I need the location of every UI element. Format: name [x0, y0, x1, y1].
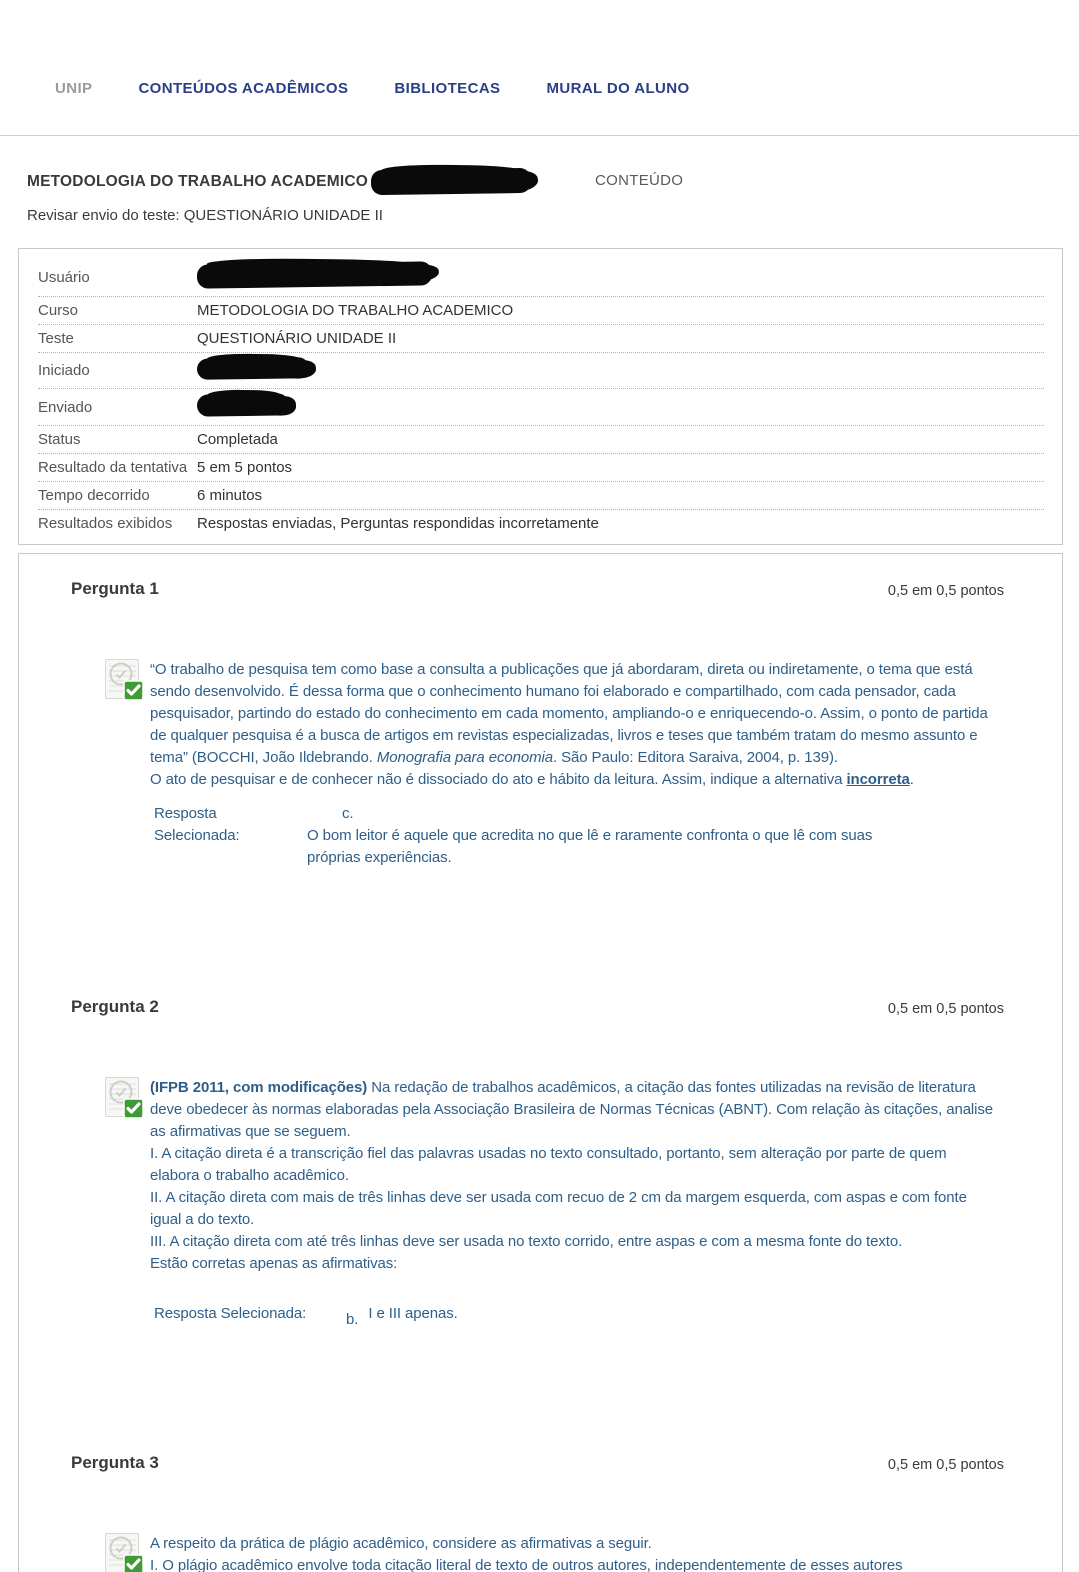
- nav-item-mural-do-aluno[interactable]: MURAL DO ALUNO: [546, 80, 690, 97]
- summary-row-usuario: [38, 258, 1044, 297]
- question-3-points: 0,5 em 0,5 pontos: [887, 1457, 1004, 1473]
- answer-text: O bom leitor é aquele que acredita no que lê e raramente confronta o que lê com suas próprias experiências.: [307, 827, 873, 866]
- question-2-text: [150, 1077, 995, 1328]
- summary-label: Teste: [38, 330, 74, 347]
- summary-label: Status: [38, 431, 81, 448]
- correct-answer-check-icon: [104, 659, 144, 701]
- page-header: [0, 136, 1079, 224]
- question-1-title: Pergunta 1: [71, 579, 159, 598]
- question-1-instruction: O ato de pesquisar e de conhecer não é dissociado do ato e hábito da leitura. Assim, indique a alternativa: [150, 771, 847, 788]
- question-3-text: [150, 1533, 995, 1572]
- summary-row-teste: [38, 325, 1044, 353]
- redacted-text: [197, 357, 309, 380]
- question-1-quote: “O trabalho de pesquisa tem como base a consulta a publicações que já abordaram, direta ou indiretamente, o tema que está sendo desenvolvido. É dessa forma que o conhecimento humano foi elaborado e compartilhado, com cada pensador, cada pesquisador, partindo do estado do conhecimento em cada momento, ampliando-o e enriquecendo-o. Assim, o ponto de partida de qualquer pesquisa é a busca de artigos em revistas especializadas, livros e teses que também tratam do mesmo assunto e tema” (BOCCHI, João Ildebrando.: [150, 661, 988, 766]
- summary-row-iniciado: [38, 353, 1044, 389]
- answer-letter: b.: [346, 1311, 359, 1328]
- question-3-title: Pergunta 3: [71, 1453, 159, 1472]
- summary-label: Curso: [38, 302, 79, 319]
- summary-value: Respostas enviadas, Perguntas respondidas incorretamente: [197, 515, 599, 532]
- summary-label: Enviado: [38, 398, 93, 416]
- question-1-reference: . São Paulo: Editora Saraiva, 2004, p. 139).: [552, 749, 838, 766]
- question-2-points: 0,5 em 0,5 pontos: [887, 1001, 1004, 1017]
- nav-item-conteudos-academicos[interactable]: CONTEÚDOS ACADÊMICOS: [138, 80, 349, 97]
- summary-row-resultados-exibidos: [38, 510, 1044, 537]
- question-2-title: Pergunta 2: [71, 997, 159, 1016]
- summary-label: Usuário: [38, 268, 90, 286]
- course-title: METODOLOGIA DO TRABALHO ACADEMICO: [27, 172, 368, 190]
- nav-item-bibliotecas[interactable]: BIBLIOTECAS: [394, 80, 501, 97]
- summary-label: Tempo decorrido: [38, 487, 150, 504]
- summary-value: Completada: [197, 431, 278, 448]
- summary-label: Resultados exibidos: [38, 515, 173, 532]
- answer-text: I e III apenas.: [368, 1305, 458, 1322]
- question-3-intro: A respeito da prática de plágio acadêmico, considere as afirmativas a seguir.: [150, 1535, 652, 1552]
- question-1-book-title: Monografia para economia: [376, 749, 553, 766]
- redacted-text: [197, 393, 289, 416]
- question-3-item-1: I. O plágio acadêmico envolve toda citação literal de texto de outros autores, independentemente de esses autores: [150, 1557, 903, 1572]
- summary-label: Iniciado: [38, 362, 90, 379]
- question-2-item-2: II. A citação direta com mais de três linhas deve ser usada com recuo de 2 cm da margem esquerda, com aspas e com fonte igual a do texto.: [150, 1189, 967, 1228]
- question-2-intro: Na redação de trabalhos acadêmicos, a citação das fontes utilizadas na revisão de literatura deve obedecer às normas elaboradas pela Associação Brasileira de Normas Técnicas (ABNT). Com relação às citações, analise as afirmativas que se seguem.: [150, 1079, 994, 1140]
- answer-label: Resposta Selecionada:: [154, 805, 240, 844]
- question-1-section: [71, 579, 1004, 869]
- answer-label: Resposta Selecionada:: [154, 1305, 307, 1322]
- summary-value: QUESTIONÁRIO UNIDADE II: [197, 330, 397, 347]
- correct-answer-check-icon: [104, 1533, 144, 1572]
- question-3-section: [71, 1453, 1004, 1572]
- summary-row-curso: [38, 297, 1044, 325]
- summary-row-resultado: [38, 454, 1044, 482]
- question-2-item-1: I. A citação direta é a transcrição fiel das palavras usadas no texto consultado, portanto, sem alteração por parte de quem elabora o trabalho acadêmico.: [150, 1145, 947, 1184]
- question-1-emphasis: incorreta: [846, 771, 910, 788]
- summary-value: 6 minutos: [197, 487, 263, 504]
- summary-row-status: [38, 426, 1044, 454]
- question-2-closing: Estão corretas apenas as afirmativas:: [150, 1255, 398, 1272]
- summary-value: 5 em 5 pontos: [197, 459, 293, 476]
- redacted-text: [371, 168, 531, 195]
- question-2-section: [71, 997, 1004, 1328]
- redacted-text: [197, 261, 432, 288]
- question-2-source: (IFPB 2011, com modificações): [150, 1079, 368, 1096]
- questions-panel: [18, 553, 1063, 1572]
- unip-logo[interactable]: UNIP: [55, 80, 93, 97]
- page-title: Revisar envio do teste: QUESTIONÁRIO UNIDADE II: [27, 207, 383, 224]
- breadcrumb-conteudo: CONTEÚDO: [595, 172, 684, 189]
- question-1-points: 0,5 em 0,5 pontos: [887, 583, 1004, 599]
- question-2-selected-answer: [150, 1303, 995, 1328]
- question-1-text: [150, 659, 995, 869]
- summary-label: Resultado da tentativa: [38, 459, 188, 476]
- answer-letter: c.: [342, 805, 354, 822]
- summary-value: METODOLOGIA DO TRABALHO ACADEMICO: [197, 302, 514, 319]
- question-1-selected-answer: [150, 803, 995, 869]
- question-1-period: .: [909, 771, 914, 788]
- correct-answer-check-icon: [104, 1077, 144, 1119]
- top-navigation: [0, 0, 1079, 97]
- summary-row-enviado: [38, 389, 1044, 426]
- question-2-item-3: III. A citação direta com até três linhas deve ser usada no texto corrido, entre aspas e com a mesma fonte do texto.: [150, 1233, 903, 1250]
- attempt-summary-panel: [18, 248, 1063, 545]
- summary-row-tempo: [38, 482, 1044, 510]
